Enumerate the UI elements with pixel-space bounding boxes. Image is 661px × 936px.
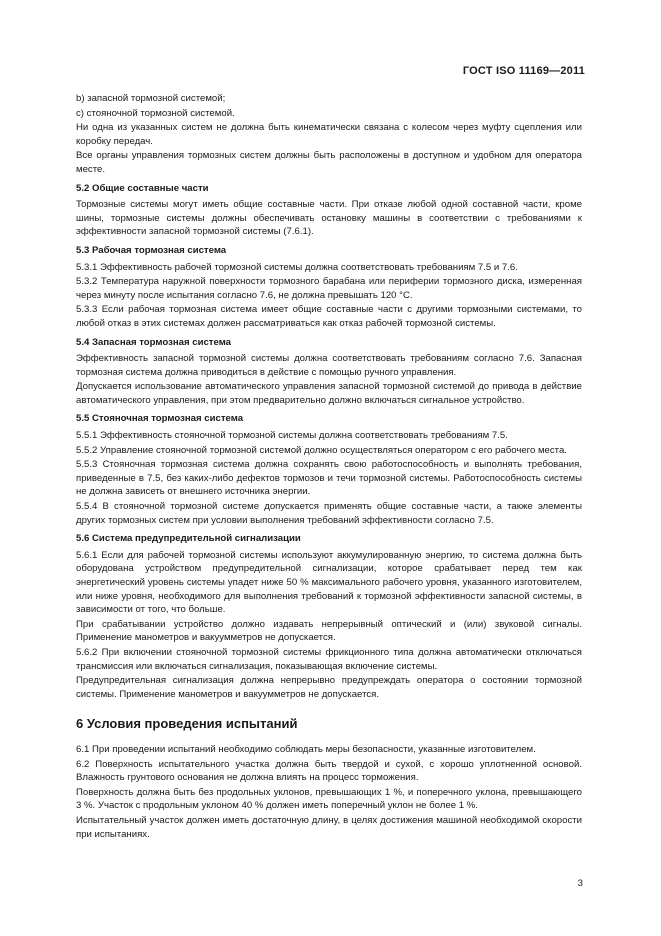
paragraph: 5.5.2 Управление стояночной тормозной системой должно осуществляться оператором с его рабочего места. (76, 444, 567, 456)
section-heading: 5.2 Общие составные части (76, 182, 209, 194)
paragraph: 6.1 При проведении испытаний необходимо соблюдать меры безопасности, указанные изготовителем. (76, 743, 536, 755)
paragraph: Все органы управления тормозных систем должны быть расположены в доступном и удобном для оператора месте. (76, 150, 582, 175)
paragraph: 5.5.4 В стояночной тормозной системе допускается применять общие составные части, а также элементы других тормозных систем при условии выполнения требований эффективности согласно 7.5. (76, 501, 582, 526)
paragraph: 5.6.2 При включении стояночной тормозной системы фрикционного типа должна автоматически отключаться трансмиссия или включаться сигнализация, показывающая включение системы. (76, 646, 582, 672)
paragraph: 5.5.1 Эффективность стояночной тормозной системы должна соответствовать требованиям 7.5. (76, 430, 508, 442)
paragraph: Испытательный участок должен иметь достаточную длину, в целях достижения машиной необходимой скорости при испытаниях. (76, 814, 582, 840)
paragraph: При срабатывании устройство должно издавать непрерывный оптический и (или) звуковой сигналы. Применение манометров и вакуумметров не допускается. (76, 618, 582, 644)
paragraph: Ни одна из указанных систем не должна быть кинематически связана с колесом через муфту сцепления или коробку передач. (76, 122, 582, 147)
section-heading: 5.4 Запасная тормозная система (76, 336, 232, 348)
paragraph: 5.6.1 Если для рабочей тормозной системы используют аккумулированную энергию, то система должна быть оборудована устройством предупредительной сигнализации, которое срабатывает перед тем как энергетический уровень системы упадет ниже 50 % максимального рабочего уровня, указанного изготовителем, или ниже уровня, необходимого для выполнения требований к тормозной эффективности запасной системы, в зависимости от того, что больше. (76, 549, 582, 616)
chapter-heading: 6 Условия проведения испытаний (76, 716, 298, 732)
paragraph: Допускается использование автоматического управления запасной тормозной системой до привода в действие автоматического управления, при этом предварительно должно включаться сигнальное устройство. (76, 381, 582, 406)
paragraph: 5.5.3 Стояночная тормозная система должна сохранять свою работоспособность и выполнять требования, приведенные в 7.5, без каких-либо дефектов тормозов и течи тормозной системы. Работоспособность системы не должна зависеть от внешнего источника энергии. (76, 459, 582, 498)
section-heading: 5.5 Стояночная тормозная система (76, 413, 244, 425)
paragraph: b) запасной тормозной системой; (76, 93, 226, 104)
section-heading: 5.3 Рабочая тормозная система (76, 244, 227, 256)
paragraph: 5.3.3 Если рабочая тормозная система имеет общие составные части с другими тормозными системами, то любой отказ в этих системах должен рассматриваться как отказ рабочей тормозной системы. (76, 304, 582, 329)
paragraph: Предупредительная сигнализация должна непрерывно предупреждать оператора о состоянии тормозной системы. Применение манометров и вакуумметров не допускается. (76, 675, 582, 700)
paragraph: Поверхность должна быть без продольных уклонов, превышающих 1 %, и поперечного уклона, превышающего 3 %. Участок с продольным уклоном 40 % должен иметь поперечный уклон не более 1 %. (76, 786, 582, 812)
paragraph: Тормозные системы могут иметь общие составные части. При отказе любой одной составной части, кроме шины, тормозные системы должны обеспечивать остановку машины в соответствии с требованиями к эффективности запасной тормозной системы (7.6.1). (76, 199, 582, 238)
section-heading: 5.6 Система предупредительной сигнализации (76, 533, 301, 545)
page-number: 3 (577, 878, 583, 889)
document-id-header: ГОСТ ISO 11169—2011 (462, 65, 585, 77)
paragraph: 5.3.1 Эффективность рабочей тормозной системы должна соответствовать требованиям 7.5 и 7.6. (76, 261, 518, 273)
paragraph: 5.3.2 Температура наружной поверхности тормозного барабана или периферии тормозного диска, измеренная через минуту после испытания согласно 7.6, не должна превышать 120 °C. (76, 276, 582, 301)
paragraph: Эффективность запасной тормозной системы должна соответствовать требованиям согласно 7.6. Запасная тормозная система должна приводиться в действие с помощью ручного управления. (76, 353, 582, 378)
paragraph: 6.2 Поверхность испытательного участка должна быть твердой и сухой, с хорошо уплотненной основой. Влажность грунтового основания не должна влиять на процесс торможения. (76, 758, 582, 784)
paragraph: c) стояночной тормозной системой. (76, 107, 235, 119)
document-body (76, 92, 582, 842)
